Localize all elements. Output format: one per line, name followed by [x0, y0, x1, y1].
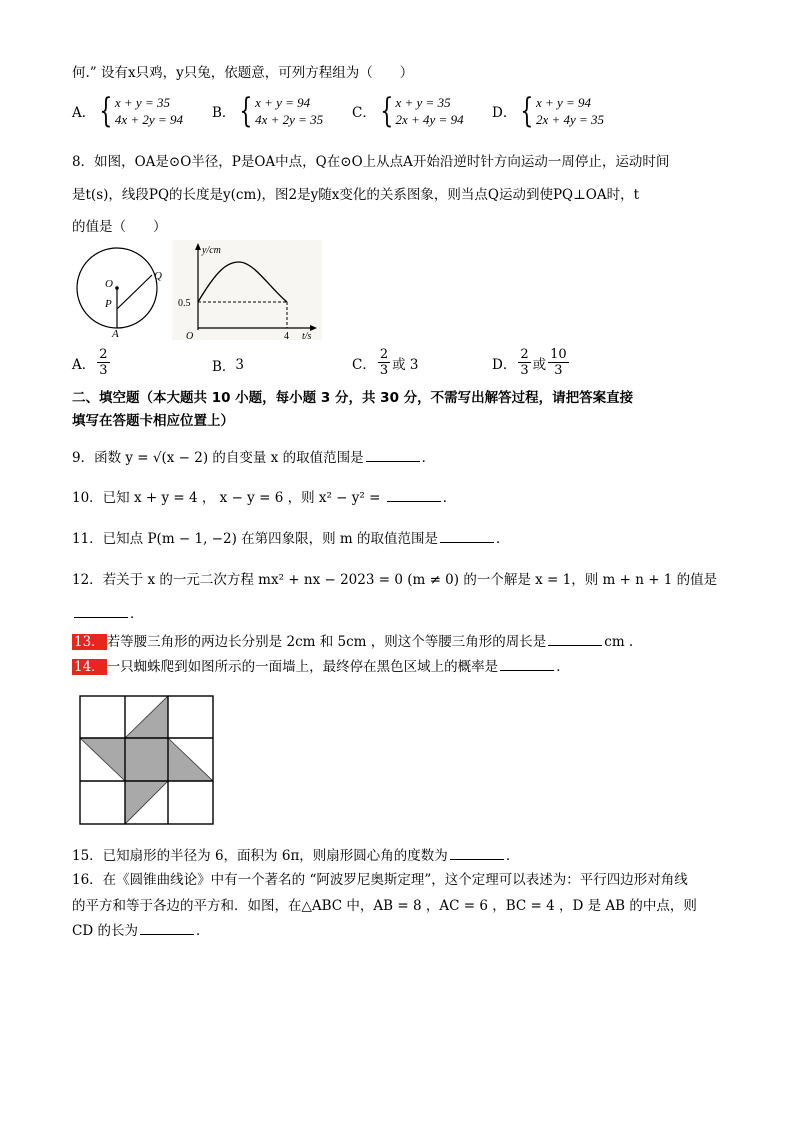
option-label: C．	[352, 105, 376, 121]
q16-line-1: 16．在《圆锥曲线论》中有一个著名的 “阿波罗尼奥斯定理”，这个定理可以表述为：平行四边形对角线	[72, 872, 688, 888]
q14-figure-grid	[79, 695, 215, 825]
option-extra: 或 3	[392, 356, 419, 373]
q11-text: 11．已知点 P(m − 1, −2) 在第四象限，则 m 的取值范围是	[72, 531, 439, 547]
label-o: O	[105, 278, 113, 290]
shaded-triangle-right	[168, 738, 213, 781]
q8-figure-graph	[172, 240, 322, 340]
shaded-center-square	[125, 738, 168, 781]
equation-2: 2x + 4y = 35	[535, 112, 605, 127]
equation-2: 4x + 2y = 35	[255, 112, 324, 127]
q14-end: ．	[556, 659, 570, 675]
q11-answer-blank[interactable]	[440, 528, 494, 543]
q8-figure-circle	[72, 243, 167, 338]
q7-option-d[interactable]	[492, 91, 605, 131]
q13-answer-blank[interactable]	[548, 631, 602, 646]
q9-end: ．	[421, 450, 436, 466]
q8-option-a[interactable]	[72, 347, 112, 378]
brace-icon: {	[239, 91, 253, 131]
brace-icon: {	[380, 91, 394, 131]
equation-1: x + y = 35	[114, 95, 170, 110]
q8-option-b[interactable]	[212, 355, 244, 375]
equation-1: x + y = 94	[255, 95, 311, 110]
q7-option-b[interactable]	[212, 91, 324, 131]
q7-option-c[interactable]	[352, 91, 464, 131]
numerator: 2	[99, 347, 108, 362]
q12-line-1: 12．若关于 x 的一元二次方程 mx² + nx − 2023 = 0 (m ≠ 0) 的一个解是 x = 1，则 m + n + 1 的值是	[72, 572, 718, 588]
q11	[72, 528, 510, 549]
q14	[72, 656, 570, 677]
q13-text: 若等腰三角形的两边长分别是 2cm 和 5cm ，则这个等腰三角形的周长是	[106, 634, 547, 650]
graph-background	[172, 240, 322, 340]
denominator: 3	[554, 363, 563, 378]
shaded-triangle-left	[80, 738, 125, 781]
numerator: 2	[520, 347, 529, 362]
shaded-region	[80, 696, 213, 824]
q10-text: 10．已知 x + y = 4 ， x − y = 6 ，则 x² − y² =	[72, 490, 385, 506]
option-label: B．	[212, 105, 236, 121]
q11-end: ．	[496, 531, 510, 547]
brace-icon: {	[99, 91, 113, 131]
segment-pq	[117, 275, 152, 309]
q8-options	[72, 347, 672, 383]
q12-answer-blank[interactable]	[74, 603, 128, 618]
q14-answer-blank[interactable]	[500, 656, 554, 671]
x-tick-label: 4	[284, 331, 289, 340]
section-heading-line-2: 填写在答题卡相应位置上）	[72, 413, 234, 429]
option-label: B．	[212, 359, 236, 375]
y-axis-label: y/cm	[202, 245, 221, 256]
q13-number-highlight: 13．	[74, 634, 105, 650]
option-label: C．	[352, 356, 376, 373]
option-value: 3	[235, 357, 245, 373]
q16-line-2: 的平方和等于各边的平方和．如图，在△ABC 中，AB = 8 ，AC = 6 ，BC = 4 ，D 是 AB 的中点，则	[72, 898, 697, 914]
q16-answer-blank[interactable]	[140, 920, 194, 935]
y-tick-label: 0.5	[178, 298, 191, 309]
center-point	[115, 286, 119, 290]
q15-end: ．	[505, 848, 520, 864]
q9	[72, 447, 435, 468]
equation-1: x + y = 94	[535, 95, 592, 110]
q16-text: CD 的长为	[72, 923, 138, 939]
denominator: 3	[379, 363, 389, 378]
equation-2: 4x + 2y = 94	[114, 112, 183, 127]
q15-text: 15．已知扇形的半径为 6，面积为 6π，则扇形圆心角的度数为	[72, 848, 448, 864]
q12-line-2	[72, 603, 144, 624]
q8-line-3: 的值是（ ）	[72, 219, 167, 235]
q13-unit: cm .	[604, 634, 634, 650]
numerator: 2	[379, 347, 389, 362]
option-label: A．	[72, 105, 96, 121]
q14-number-highlight: 14．	[74, 659, 105, 675]
q10-answer-blank[interactable]	[387, 487, 441, 502]
q8-line-2: 是t(s)，线段PQ的长度是y(cm)，图2是y随x变化的关系图象，则当点Q运动到使PQ⊥OA时，t	[72, 187, 640, 203]
fraction	[518, 347, 530, 378]
q7-tail-text: 何.” 设有x只鸡，y只兔，依题意，可列方程组为（ ）	[72, 65, 414, 81]
equation-system	[536, 94, 604, 128]
fraction	[97, 347, 109, 378]
q7-option-a[interactable]	[72, 91, 183, 131]
denominator: 3	[99, 363, 108, 378]
x-axis-label: t/s	[302, 331, 312, 340]
label-p: P	[105, 298, 112, 310]
shaded-triangle-top	[125, 696, 168, 738]
q10	[72, 487, 456, 508]
option-label: A．	[72, 356, 96, 373]
q8-option-d[interactable]	[492, 347, 571, 378]
q13	[72, 631, 633, 652]
q14-text: 一只蜘蛛爬到如图所示的一面墙上，最终停在黑色区域上的概率是	[106, 659, 499, 675]
option-extra: 或	[532, 356, 547, 373]
q8-option-c[interactable]	[352, 347, 419, 378]
q9-text: 9．函数 y = √(x − 2) 的自变量 x 的取值范围是	[72, 450, 364, 466]
denominator: 3	[520, 363, 529, 378]
q10-end: ．	[442, 490, 457, 506]
fraction-2	[548, 347, 569, 378]
equation-system	[115, 94, 183, 128]
shaded-triangle-bottom	[125, 781, 168, 824]
fraction	[378, 347, 390, 378]
q8-line-1: 8．如图，OA是⊙O半径，P是OA中点，Q在⊙O上从点A开始沿逆时针方向运动一周停止，运动时间	[72, 154, 670, 170]
section-heading-line-1: 二、填空题（本大题共 10 小题，每小题 3 分，共 30 分，不需写出解答过程，请把答案直接	[72, 390, 634, 406]
label-a: A	[112, 328, 119, 338]
q16-line-3	[72, 920, 209, 941]
equation-2: 2x + 4y = 94	[395, 112, 464, 127]
q9-answer-blank[interactable]	[366, 447, 420, 462]
q12-end: ．	[130, 606, 144, 622]
q7-options	[72, 91, 732, 138]
brace-icon: {	[520, 91, 534, 131]
q15-answer-blank[interactable]	[450, 845, 504, 860]
option-label: D．	[492, 356, 517, 373]
option-label: D．	[492, 105, 517, 121]
q16-end: ．	[195, 923, 210, 939]
origin-label: O	[186, 331, 194, 340]
equation-system	[395, 94, 463, 128]
equation-system	[255, 94, 323, 128]
equation-1: x + y = 35	[395, 95, 451, 110]
numerator: 10	[550, 347, 567, 362]
q15	[72, 845, 519, 866]
label-q: Q	[154, 270, 162, 282]
